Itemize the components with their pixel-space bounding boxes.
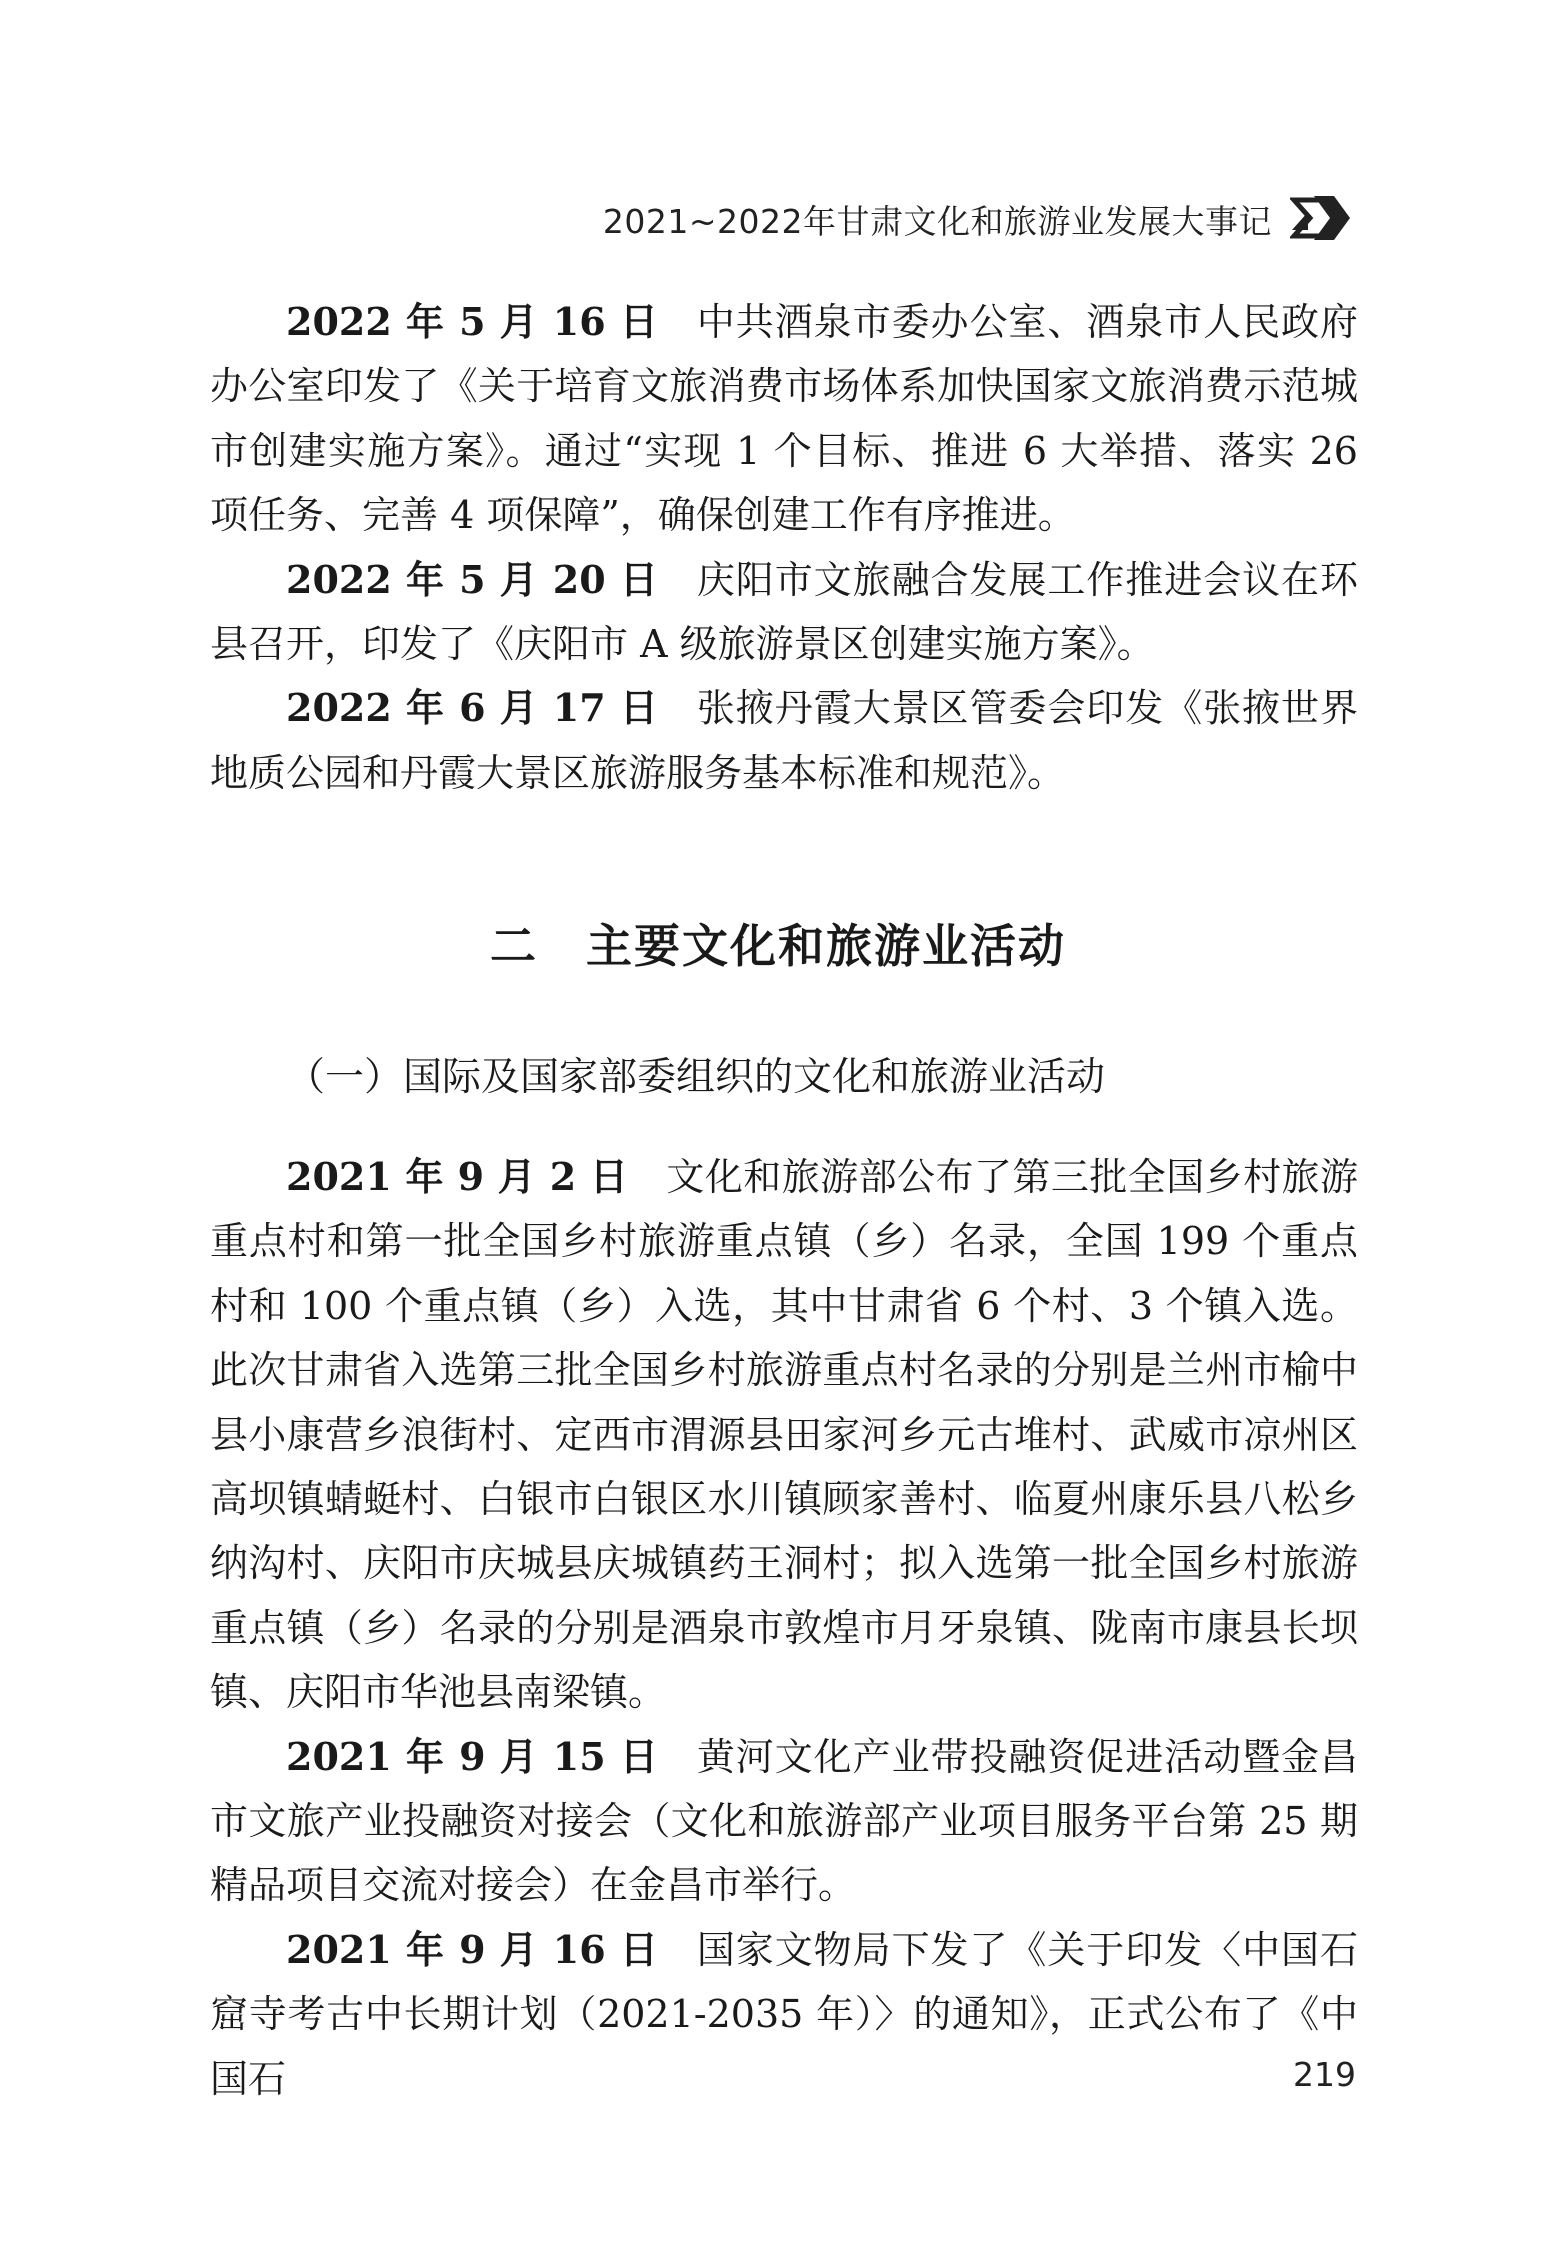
chronicle-entry bbox=[210, 1145, 1358, 1725]
entry-text: 国家文物局下发了《关于印发〈中国石窟寺考古中长期计划（2021-2035 年）〉的通知》，正式公布了《中国石 bbox=[210, 1927, 1358, 2101]
page-number: 219 bbox=[1293, 2055, 1356, 2094]
entry-date: 2022 年 5 月 16 日 bbox=[286, 299, 659, 344]
chronicle-entry bbox=[210, 1918, 1358, 2111]
section-heading bbox=[0, 910, 1556, 976]
entry-date: 2021 年 9 月 16 日 bbox=[286, 1926, 659, 1972]
entry-date: 2021 年 9 月 15 日 bbox=[286, 1733, 659, 1779]
chapter-arrow-icon bbox=[1290, 190, 1360, 246]
entry-date: 2022 年 5 月 20 日 bbox=[286, 556, 659, 602]
chronicle-entry bbox=[210, 548, 1358, 677]
subsection-heading: （一）国际及国家部委组织的文化和旅游业活动 bbox=[286, 1055, 1106, 1100]
entry-date: 2021 年 9 月 2 日 bbox=[286, 1154, 629, 1199]
entry-date: 2022 年 6 月 17 日 bbox=[286, 685, 659, 731]
entry-text: 张掖丹霞大景区管委会印发《张掖世界地质公园和丹霞大景区旅游服务基本标准和规范》。 bbox=[210, 686, 1358, 795]
entry-text: 庆阳市文旅融合发展工作推进会议在环县召开，印发了《庆阳市 A 级旅游景区创建实施方案》。 bbox=[210, 557, 1358, 667]
chronicle-entry bbox=[210, 676, 1358, 805]
running-header: 2021~2022年甘肃文化和旅游业发展大事记 bbox=[602, 202, 1272, 241]
entries-before-section bbox=[210, 290, 1358, 805]
entry-text: 中共酒泉市委办公室、酒泉市人民政府办公室印发了《关于培育文旅消费市场体系加快国家文旅消费示范城市创建实施方案》。通过“实现 1 个目标、推进 6 大举措、落实 26 项任务、完善 4 项保障”，确保创建工作有序推进。 bbox=[210, 300, 1358, 538]
chronicle-entry bbox=[210, 1725, 1358, 1918]
section-number: 二 bbox=[490, 919, 538, 973]
entry-text: 文化和旅游部公布了第三批全国乡村旅游重点村和第一批全国乡村旅游重点镇（乡）名录，全国 199 个重点村和 100 个重点镇（乡）入选，其中甘肃省 6 个村、3 个镇入选。此次甘肃省入选第三批全国乡村旅游重点村名录的分别是兰州市榆中县小康营乡浪街村、定西市渭源县田家河乡元古堆村、武威市凉州区高坝镇蜻蜓村、白银市白银区水川镇顾家善村、临夏州康乐县八松乡纳沟村、庆阳市庆城县庆城镇药王洞村；拟入选第一批全国乡村旅游重点镇（乡）名录的分别是酒泉市敦煌市月牙泉镇、陇南市康县长坝镇、庆阳市华池县南梁镇。 bbox=[210, 1155, 1358, 1715]
chronicle-entry bbox=[210, 290, 1358, 548]
entry-text: 黄河文化产业带投融资促进活动暨金昌市文旅产业投融资对接会（文化和旅游部产业项目服务平台第 25 期精品项目交流对接会）在金昌市举行。 bbox=[210, 1734, 1358, 1908]
entries-after-section bbox=[210, 1145, 1358, 2111]
section-title: 主要文化和旅游业活动 bbox=[586, 919, 1066, 973]
